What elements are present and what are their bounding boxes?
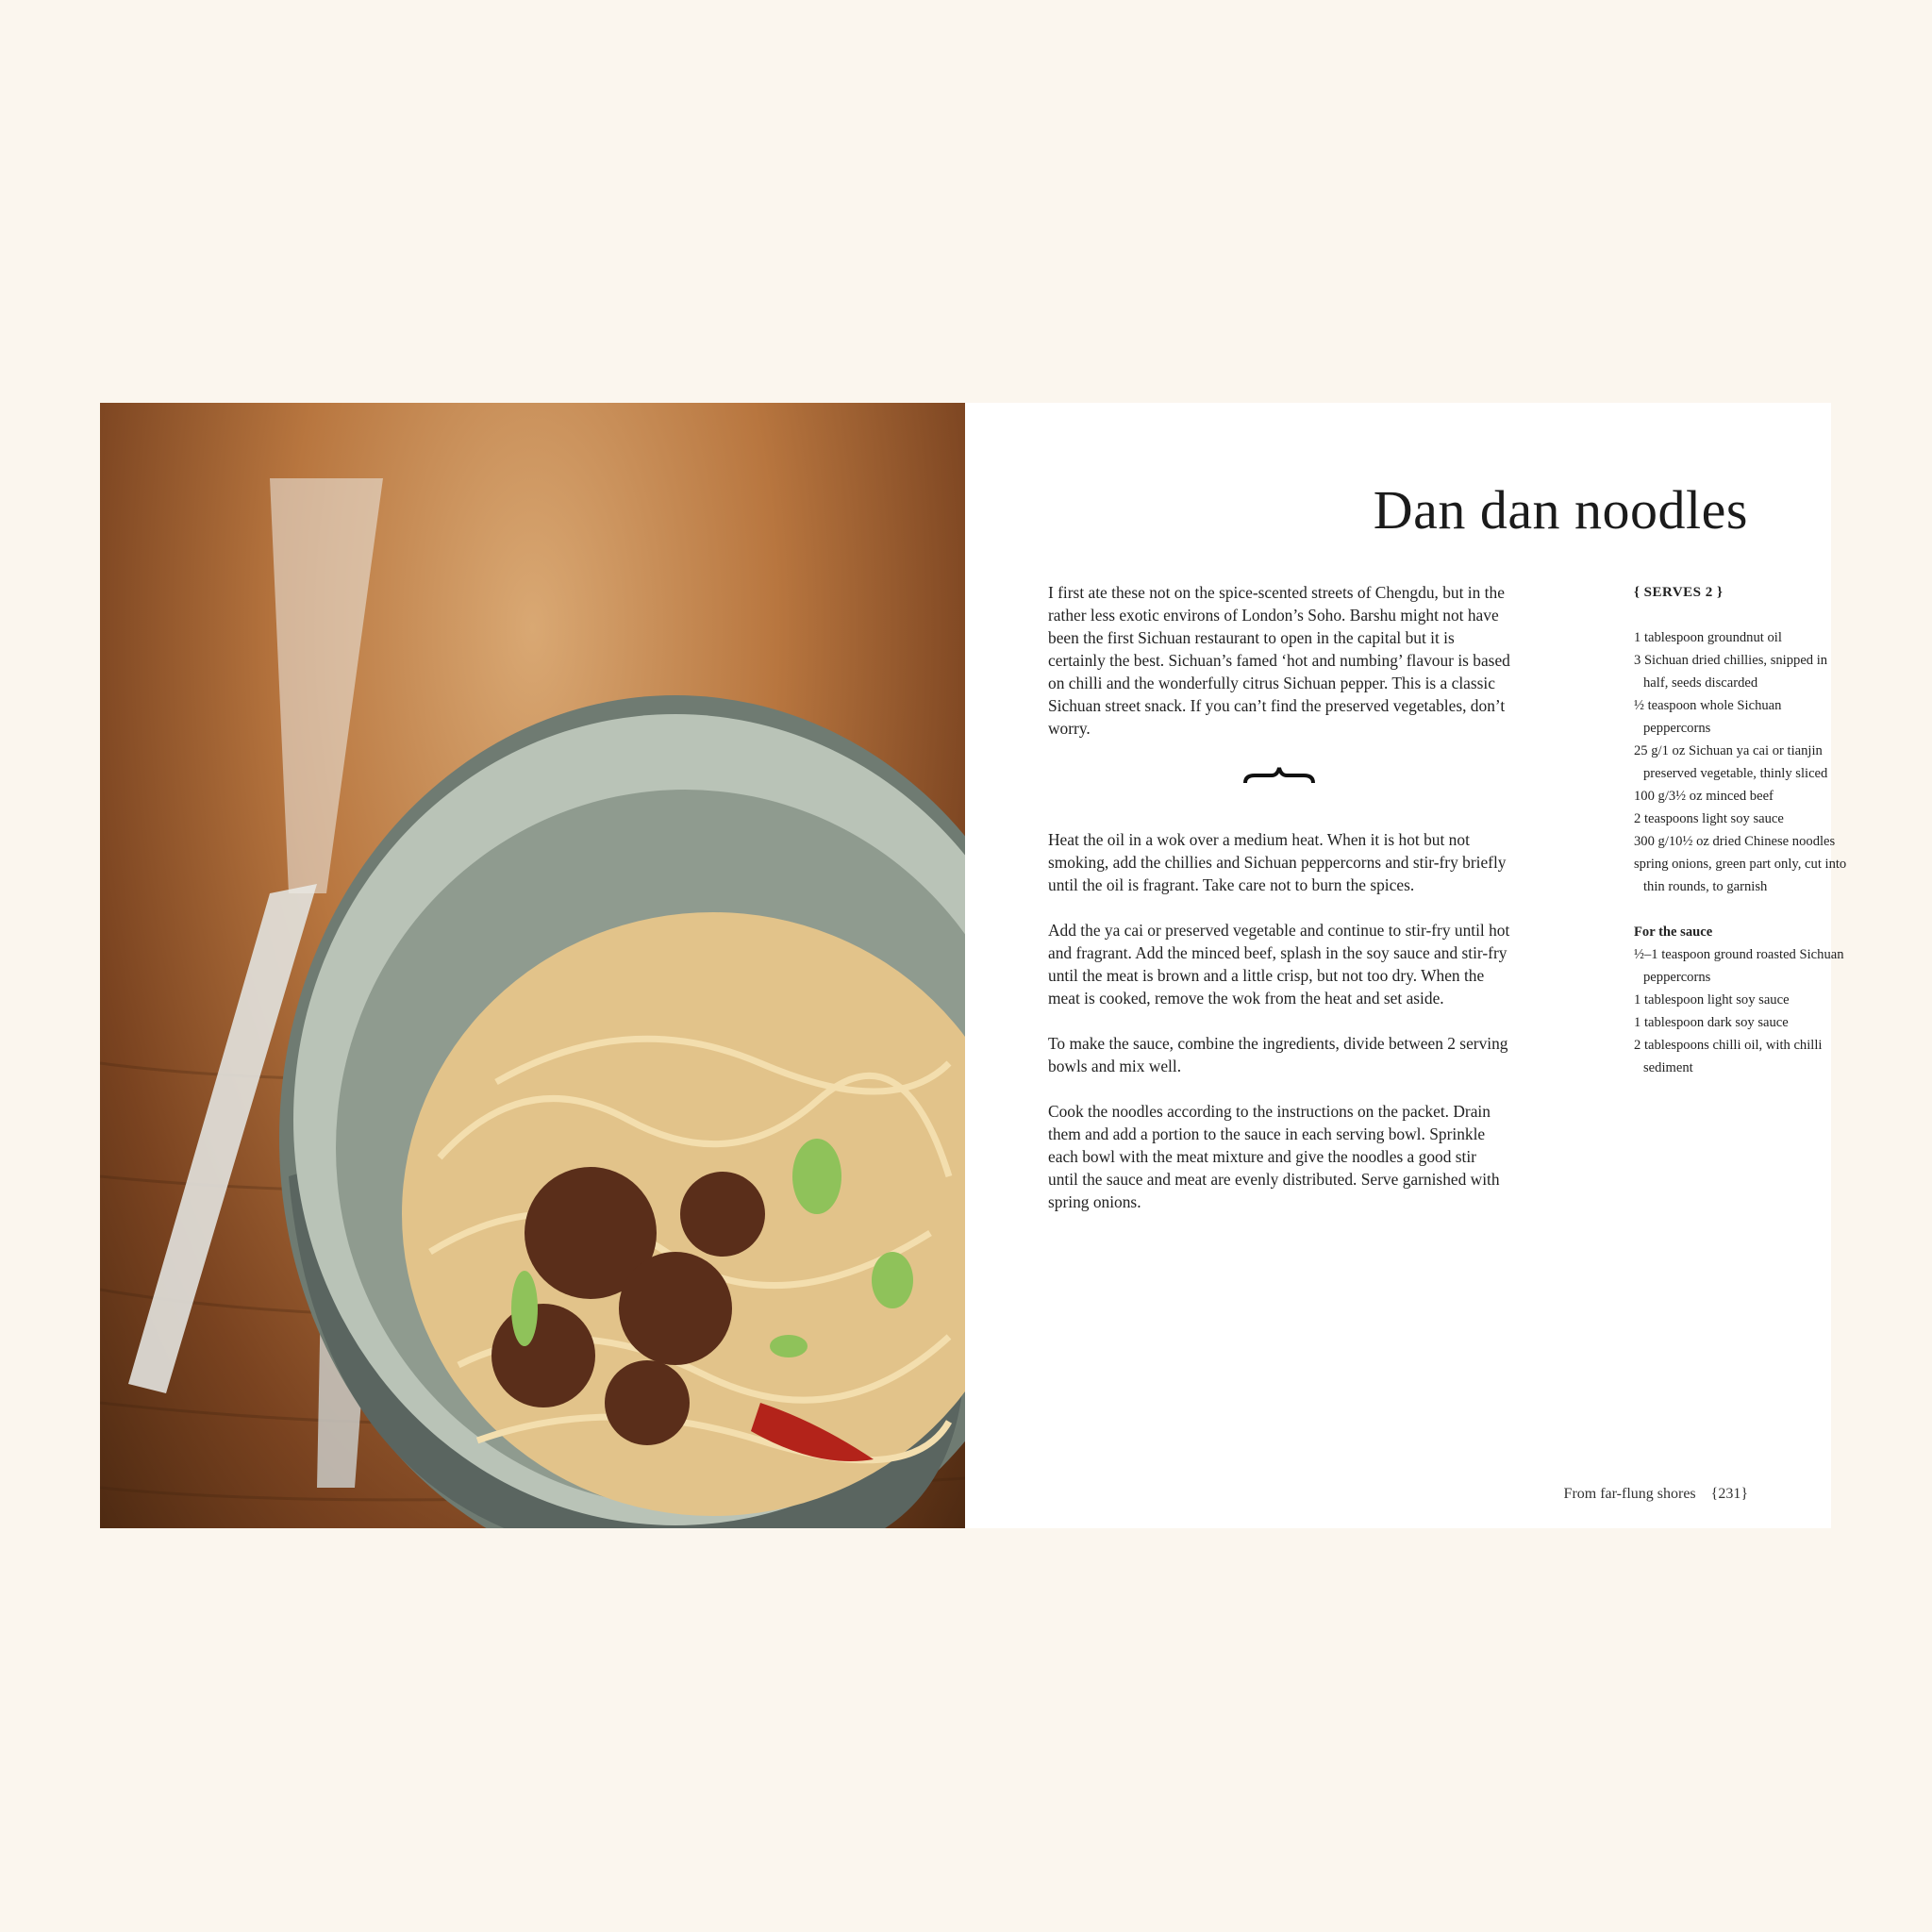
sauce-ingredients-list [1634, 943, 1851, 1079]
recipe-intro: I first ate these not on the spice-scented streets of Chengdu, but in the rather less exotic environs of London’s Soho. Barshu might not have been the first Sichuan restaurant to open in the capital but it is certainly the best. Sichuan’s famed ‘hot and numbing’ flavour is based on chilli and the wonderfully citrus Sichuan pepper. This is a classic Sichuan street snack. If you can’t find the preserved vegetables, don’t worry. [1048, 583, 1510, 738]
ingredient-item: 2 teaspoons light soy sauce [1634, 811, 1784, 826]
book-spread [100, 403, 1847, 1528]
method-step-4: Cook the noodles according to the instructions on the packet. Drain them and add a portion to the sauce in each serving bowl. Sprinkle each bowl with the meat mixture and give the noodles a good stir until the sauce and meat are evenly distributed. Serve garnished with spring onions. [1048, 1102, 1500, 1211]
sauce-ingredient-item: 1 tablespoon light soy sauce [1634, 992, 1790, 1008]
ornament-divider-icon [1048, 762, 1510, 808]
chapter-name: From far-flung shores [1563, 1486, 1696, 1502]
recipe-photo [100, 403, 965, 1528]
sauce-ingredient-item: 1 tablespoon dark soy sauce [1634, 1015, 1789, 1030]
ingredient-item: 300 g/10½ oz dried Chinese noodles [1634, 834, 1836, 849]
recipe-body [1048, 581, 1510, 1236]
noodle-bowl-illustration [100, 403, 965, 1528]
sauce-ingredient-item: ½–1 teaspoon ground roasted Sichuan peppercorns [1634, 947, 1844, 985]
ingredient-item: 100 g/3½ oz minced beef [1634, 789, 1774, 804]
sauce-heading: For the sauce [1634, 924, 1713, 940]
recipe-title: Dan dan noodles [1373, 479, 1748, 541]
page-number: {231} [1710, 1486, 1748, 1502]
serves-label: { SERVES 2 } [1634, 585, 1724, 600]
ingredients-list [1634, 626, 1851, 898]
ingredients-column [1634, 581, 1851, 1079]
sauce-ingredient-item: 2 tablespoons chilli oil, with chilli sediment [1634, 1038, 1823, 1075]
recipe-page [965, 403, 1847, 1528]
method-step-2: Add the ya cai or preserved vegetable and continue to stir-fry until hot and fragrant. Add the minced beef, splash in the soy sauce and stir-fry until the meat is brown and a little crisp, but not too dry. When the meat is cooked, remove the wok from the heat and set aside. [1048, 921, 1510, 1008]
method-step-1: Heat the oil in a wok over a medium heat. When it is hot but not smoking, add the chillies and Sichuan peppercorns and stir-fry briefly until the oil is fragrant. Take care not to burn the spices. [1048, 830, 1507, 894]
method-step-3: To make the sauce, combine the ingredients, divide between 2 serving bowls and mix well. [1048, 1034, 1508, 1075]
page-footer [1564, 1486, 1748, 1503]
ingredient-item: 1 tablespoon groundnut oil [1634, 630, 1782, 645]
ingredient-item: ½ teaspoon whole Sichuan peppercorns [1634, 698, 1782, 736]
ingredient-item: spring onions, green part only, cut into thin rounds, to garnish [1634, 857, 1847, 894]
ingredient-item: 25 g/1 oz Sichuan ya cai or tianjin preserved vegetable, thinly sliced [1634, 743, 1828, 781]
ingredient-item: 3 Sichuan dried chillies, snipped in half, seeds discarded [1634, 653, 1828, 691]
